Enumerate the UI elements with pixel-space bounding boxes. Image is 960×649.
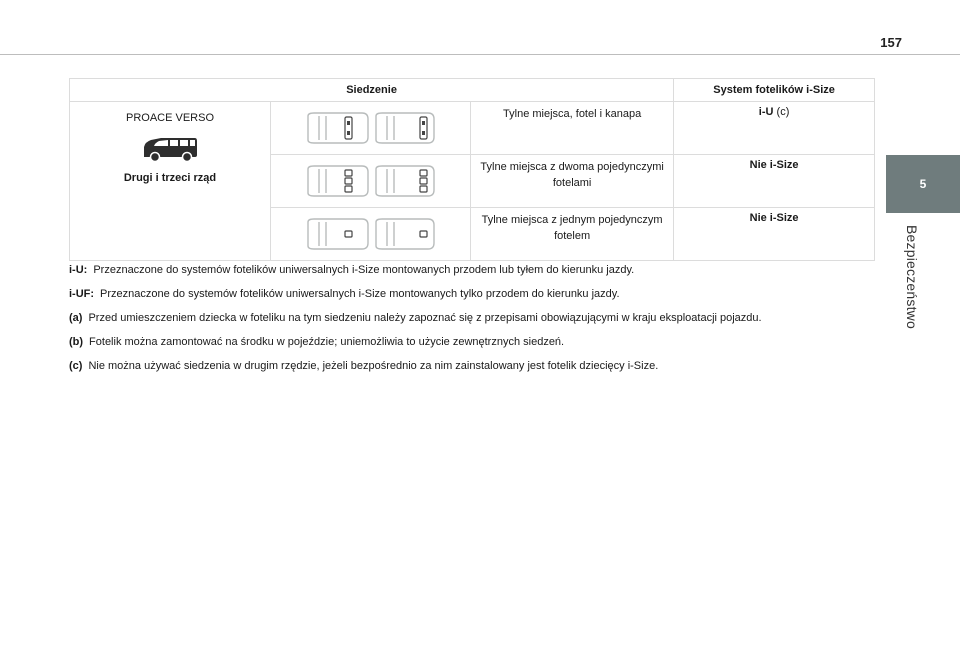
isize-system xyxy=(674,102,875,155)
seat-position: Tylne miejsca z dwoma pojedynczymi fotelami xyxy=(471,155,674,208)
chapter-number: 5 xyxy=(919,177,927,191)
seat-position: Tylne miejsca, fotel i kanapa xyxy=(471,102,674,155)
footnote-text: Fotelik można zamontować na środku w pojeździe; uniemożliwia to użycie zewnętrznych siedzeń. xyxy=(89,336,565,348)
van-icon xyxy=(141,136,199,162)
seat-position: Tylne miejsca z jednym pojedynczym fotelem xyxy=(471,208,674,261)
model-name: PROACE VERSO xyxy=(125,112,215,124)
header-divider xyxy=(0,54,960,55)
page-number: 157 xyxy=(880,35,902,50)
chapter-title: Bezpieczeństwo xyxy=(904,225,920,329)
footnote xyxy=(69,263,875,277)
footnote xyxy=(69,287,875,301)
isize-note-ref: (c) xyxy=(773,106,790,118)
header-seat: Siedzenie xyxy=(70,79,674,102)
footnote xyxy=(69,311,875,325)
isize-seat-table xyxy=(69,78,875,261)
seat-diagram-cell xyxy=(271,208,471,261)
footnote-key: (b) xyxy=(69,336,84,348)
footnote-text: Przeznaczone do systemów fotelików uniwersalnych i-Size montowanych tylko przodem do kierunku jazdy. xyxy=(100,288,620,300)
seat-layout-one-seat-icon xyxy=(304,217,438,251)
seat-layout-two-seats-icon xyxy=(304,164,438,198)
footnote-text: Nie można używać siedzenia w drugim rzędzie, jeżeli bezpośrednio za nim zainstalowany jest fotelik dziecięcy i-Size. xyxy=(88,360,659,372)
chapter-tab[interactable] xyxy=(886,155,960,213)
footnote-text: Przed umieszczeniem dziecka w foteliku na tym siedzeniu należy zapoznać się z przepisami obowiązującymi w kraju eksploatacji pojazdu. xyxy=(88,312,762,324)
header-system: System fotelików i-Size xyxy=(674,79,875,102)
isize-system xyxy=(674,208,875,261)
isize-system xyxy=(674,155,875,208)
footnote-key: i-U: xyxy=(69,264,88,276)
footnote xyxy=(69,359,875,373)
table-row xyxy=(70,102,875,155)
seat-diagram-cell xyxy=(271,155,471,208)
isize-class: Nie i-Size xyxy=(749,212,799,224)
footnote-text: Przeznaczone do systemów fotelików uniwersalnych i-Size montowanych przodem lub tyłem do kierunku jazdy. xyxy=(93,264,635,276)
footnote-key: (a) xyxy=(69,312,83,324)
isize-class: i-U xyxy=(758,106,774,118)
footnote-key: i-UF: xyxy=(69,288,95,300)
footnote-key: (c) xyxy=(69,360,83,372)
seat-diagram-cell xyxy=(271,102,471,155)
row-label: Drugi i trzeci rząd xyxy=(123,172,217,184)
table-header-row xyxy=(70,79,875,102)
isize-class: Nie i-Size xyxy=(749,159,799,171)
footnote xyxy=(69,335,875,349)
seat-layout-bench-icon xyxy=(304,111,438,145)
footnotes xyxy=(69,263,875,383)
model-cell xyxy=(70,102,271,261)
